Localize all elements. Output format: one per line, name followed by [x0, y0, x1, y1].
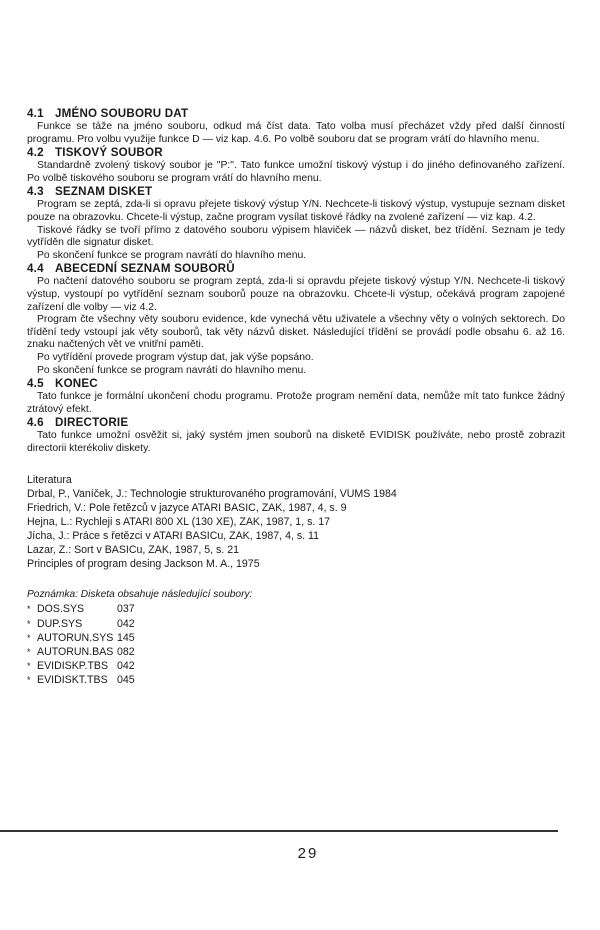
section-title: JMÉNO SOUBORU DAT	[55, 107, 189, 120]
section-4-6	[27, 416, 565, 455]
file-row	[27, 645, 565, 659]
section-heading: 4.4 ABECEDNÍ SEZNAM SOUBORŮ	[27, 262, 235, 276]
section-4-5	[27, 377, 565, 416]
paragraph: Tiskové řádky se tvoří přímo z datového souboru výpisem hlaviček — názvů disket, bez třídění. Seznam je tedy vytříděn dle signatur disket.	[27, 224, 565, 249]
section-heading: 4.3 SEZNAM DISKET	[27, 185, 153, 199]
section-4-3	[27, 185, 565, 262]
section-title: SEZNAM DISKET	[55, 185, 153, 199]
file-size: 037	[117, 603, 135, 616]
section-title: TISKOVÝ SOUBOR	[55, 146, 163, 160]
literature-item: Friedrich, V.: Pole řetězců v jazyce ATARI BASIC, ZAK, 1987, 4, s. 9	[27, 502, 347, 515]
section-title: KONEC	[55, 377, 98, 391]
literature-title: Literatura	[27, 474, 72, 487]
file-size: 042	[117, 617, 135, 630]
paragraph: Tato funkce umožní osvěžit si, jaký systém jmen souborů na disketě EVIDISK používáte, nebo prostě zobrazit directorii kterékoliv diskety.	[27, 430, 565, 454]
paragraph: Program čte všechny věty souboru evidence, kde vynechá větu uživatele a všechny věty o volných sektorech. Do třídění tedy vstoupí jak věty souborů, tak věty názvů disket. Následující třídění se provádí podle obsahu 6. až 16. znaku načtených vět ve vnitřní paměti.	[27, 314, 565, 351]
section-heading: 4.6 DIRECTORIE	[27, 416, 129, 430]
file-row	[27, 659, 565, 673]
section-4-1	[27, 107, 565, 146]
file-name: AUTORUN.SYS	[37, 631, 114, 644]
paragraph: Tato funkce je formální ukončení chodu programu. Protože program nemění data, nemůže mít tato funkce žádný ztrátový efekt.	[27, 391, 565, 415]
literature-item: Lazar, Z.: Sort v BASICu, ZAK, 1987, 5, s. 21	[27, 544, 239, 557]
page-divider	[0, 830, 558, 832]
paragraph: Po vytřídění provede program výstup dat, jak výše popsáno.	[37, 351, 314, 363]
page-number: 29	[297, 845, 319, 862]
file-row	[27, 617, 565, 631]
literature-item: Drbal, P., Vaníček, J.: Technologie strukturovaného programování, VUMS 1984	[27, 488, 397, 501]
file-row	[27, 602, 565, 616]
file-size: 145	[117, 631, 135, 644]
literature-item: Hejna, L.: Rychleji s ATARI 800 XL (130 XE), ZAK, 1987, 1, s. 17	[27, 516, 331, 529]
section-4-2	[27, 146, 565, 185]
file-size: 045	[117, 674, 135, 687]
file-size: 082	[117, 646, 135, 659]
asterisk-icon: *	[27, 604, 31, 615]
section-heading: 4.2 TISKOVÝ SOUBOR	[27, 146, 163, 160]
paragraph: Funkce se táže na jméno souboru, odkud má číst data. Tato volba musí přecházet vždy před další činností programu. Pro volbu využije funkce D — viz kap. 4.6. Po volbě souboru dat se program vrátí do hlavního menu.	[27, 121, 565, 145]
file-name: EVIDISKP.TBS	[37, 660, 109, 673]
file-row	[27, 631, 565, 645]
asterisk-icon: *	[27, 647, 31, 658]
file-list	[27, 602, 565, 687]
page-content	[27, 107, 565, 688]
section-title: DIRECTORIE	[55, 416, 129, 430]
paragraph: Standardně zvolený tiskový soubor je "P:". Tato funkce umožní tiskový výstup i do jiného definovaného zařízení. Po volbě tiskového souboru se program vrátí do hlavního menu.	[27, 160, 565, 184]
section-title: ABECEDNÍ SEZNAM SOUBORŮ	[55, 262, 235, 276]
file-name: EVIDISKT.TBS	[37, 674, 108, 687]
paragraph: Po skončení funkce se program navrátí do hlavního menu.	[37, 249, 307, 261]
asterisk-icon: *	[27, 632, 31, 643]
asterisk-icon: *	[27, 661, 31, 672]
literature-item: Principles of program desing Jackson M. A., 1975	[27, 558, 260, 571]
note: Poznámka: Disketa obsahuje následující soubory:	[27, 589, 253, 601]
section-4-4	[27, 262, 565, 377]
file-row	[27, 673, 565, 687]
section-heading: 4.1 JMÉNO SOUBORU DAT	[27, 107, 189, 120]
section-heading: 4.5 KONEC	[27, 377, 98, 391]
file-name: DOS.SYS	[37, 603, 85, 616]
paragraph: Po načtení datového souboru se program zeptá, zda-li si opravdu přejete tiskový výstup Y/N. Nechcete-li tiskový výstup, vystoupí po vytřídění seznam souborů pouze na obrazovku. Chcete-li výstup, očekává program zapojené zařízení dle volby — viz 4.2.	[27, 276, 565, 313]
literature-item: Jícha, J.: Práce s řetězci v ATARI BASICu, ZAK, 1987, 4, s. 11	[27, 530, 320, 543]
asterisk-icon: *	[27, 618, 31, 629]
file-size: 042	[117, 660, 135, 673]
file-name: AUTORUN.BAS	[37, 646, 114, 659]
paragraph: Program se zeptá, zda-li si opravu přejete tiskový výstup Y/N. Nechcete-li tiskový výstup, vystupuje seznam disket pouze na obrazovku. Chcete-li výstup, začne program vysílat tiskové řádky na zvolené zařízení — viz kap. 4.2.	[27, 199, 565, 223]
paragraph: Po skončení funkce se program navrátí do hlavního menu.	[37, 364, 307, 376]
file-name: DUP.SYS	[37, 617, 83, 630]
asterisk-icon: *	[27, 675, 31, 686]
literature-section	[27, 473, 565, 571]
